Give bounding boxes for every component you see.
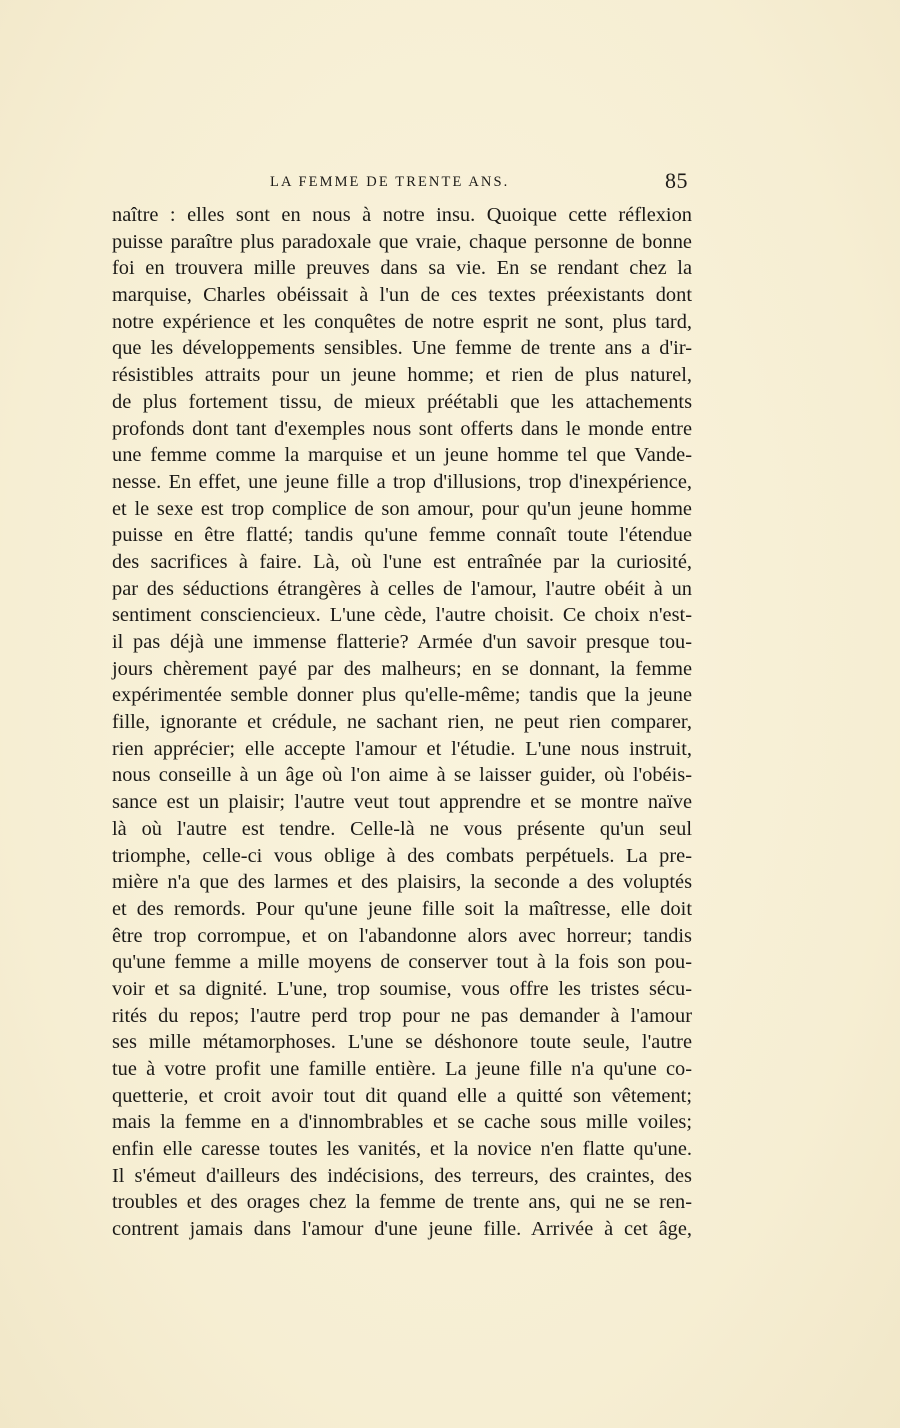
text-line: jours chèrement payé par des malheurs; en se donnant, la femme xyxy=(112,657,692,680)
body-text xyxy=(112,202,692,1243)
text-line: tue à votre profit une famille entière. La jeune fille n'a qu'une co- xyxy=(112,1058,692,1080)
text-line: ses mille métamorphoses. L'une se déshonore toute seule, l'autre xyxy=(112,1031,692,1054)
text-line: rités du repos; l'autre perd trop pour ne pas demander à l'amour xyxy=(112,1004,692,1027)
text-line: et des remords. Pour qu'une jeune fille soit la maîtresse, elle doit xyxy=(112,897,692,920)
text-line: il pas déjà une immense flatterie? Armée d'un savoir presque tou- xyxy=(112,631,692,653)
page-header xyxy=(112,170,690,196)
text-line: qu'une femme a mille moyens de conserver tout à la fois son pou- xyxy=(112,951,692,974)
text-line: une femme comme la marquise et un jeune homme tel que Vande- xyxy=(112,444,692,467)
text-line: troubles et des orages chez la femme de trente ans, qui ne se ren- xyxy=(112,1191,692,1214)
text-line: et le sexe est trop complice de son amour, pour qu'un jeune homme xyxy=(112,497,692,520)
text-line: mais la femme en a d'innombrables et se cache sous mille voiles; xyxy=(112,1111,692,1134)
text-line: naître : elles sont en nous à notre insu. Quoique cette réflexion xyxy=(112,204,692,226)
page-number: 85 xyxy=(665,168,688,193)
text-line: enfin elle caresse toutes les vanités, et la novice n'en flatte qu'une. xyxy=(112,1138,692,1161)
text-line: de plus fortement tissu, de mieux préétabli que les attachements xyxy=(112,390,692,413)
text-line: nous conseille à un âge où l'on aime à se laisser guider, où l'obéis- xyxy=(112,764,692,787)
text-line: triomphe, celle-ci vous oblige à des combats perpétuels. La pre- xyxy=(112,844,692,867)
text-line: par des séductions étrangères à celles de l'amour, l'autre obéit à un xyxy=(112,577,692,600)
text-line: rien apprécier; elle accepte l'amour et l'étudie. L'une nous instruit, xyxy=(112,737,692,760)
text-line: contrent jamais dans l'amour d'une jeune fille. Arrivée à cet âge, xyxy=(112,1218,692,1241)
text-line: sentiment consciencieux. L'une cède, l'autre choisit. Ce choix n'est- xyxy=(112,604,692,627)
text-line: quetterie, et croit avoir tout dit quand elle a quitté son vêtement; xyxy=(112,1084,692,1107)
text-line: puisse en être flatté; tandis qu'une femme connaît toute l'étendue xyxy=(112,524,692,547)
text-line: nesse. En effet, une jeune fille a trop d'illusions, trop d'inexpérience, xyxy=(112,470,692,493)
text-line: Il s'émeut d'ailleurs des indécisions, des terreurs, des craintes, des xyxy=(112,1164,692,1187)
text-line: des sacrifices à faire. Là, où l'une est entraînée par la curiosité, xyxy=(112,550,692,573)
text-line: être trop corrompue, et on l'abandonne alors avec horreur; tandis xyxy=(112,924,692,947)
text-line: expérimentée semble donner plus qu'elle-même; tandis que la jeune xyxy=(112,684,692,707)
text-line: profonds dont tant d'exemples nous sont offerts dans le monde entre xyxy=(112,417,692,440)
text-line: notre expérience et les conquêtes de notre esprit ne sont, plus tard, xyxy=(112,310,692,333)
text-line: marquise, Charles obéissait à l'un de ces textes préexistants dont xyxy=(112,284,692,307)
text-line: sance est un plaisir; l'autre veut tout apprendre et se montre naïve xyxy=(112,791,692,814)
text-line: là où l'autre est tendre. Celle-là ne vous présente qu'un seul xyxy=(112,817,692,840)
running-title: LA FEMME DE TRENTE ANS. xyxy=(270,174,510,190)
text-line: que les développements sensibles. Une femme de trente ans a d'ir- xyxy=(112,337,692,360)
text-line: foi en trouvera mille preuves dans sa vie. En se rendant chez la xyxy=(112,257,692,280)
text-line: résistibles attraits pour un jeune homme; et rien de plus naturel, xyxy=(112,364,692,387)
text-line: voir et sa dignité. L'une, trop soumise, vous offre les tristes sécu- xyxy=(112,977,692,1000)
text-line: fille, ignorante et crédule, ne sachant rien, ne peut rien comparer, xyxy=(112,711,692,734)
text-line: puisse paraître plus paradoxale que vraie, chaque personne de bonne xyxy=(112,230,692,253)
text-line: mière n'a que des larmes et des plaisirs, la seconde a des voluptés xyxy=(112,871,692,894)
